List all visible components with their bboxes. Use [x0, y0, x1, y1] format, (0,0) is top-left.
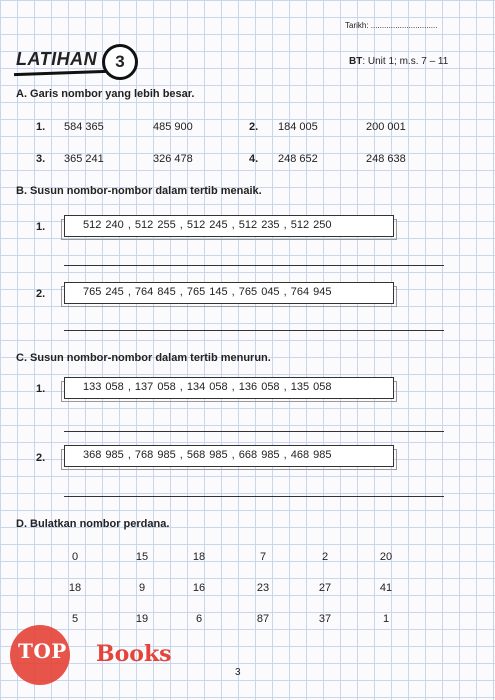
- answer-line[interactable]: [64, 265, 444, 266]
- exercise-number: 3: [102, 44, 138, 80]
- prime-candidate[interactable]: 20: [379, 551, 393, 563]
- date-label: Tarikh: ..............................: [345, 21, 438, 30]
- prime-candidate[interactable]: 6: [195, 613, 203, 625]
- prime-candidate[interactable]: 27: [318, 582, 332, 594]
- prime-candidate[interactable]: 15: [135, 551, 149, 563]
- a-item-number: 3.: [36, 153, 46, 165]
- a-item-number: 1.: [36, 121, 46, 133]
- number-box: 512 240 , 512 255 , 512 245 , 512 235 , 512 250: [64, 215, 394, 237]
- a-item-number: 2.: [249, 121, 259, 133]
- topbooks-logo: [10, 625, 196, 685]
- a-number: 248 638: [366, 153, 406, 165]
- exercise-title: [6, 44, 136, 80]
- section-a-heading: A. Garis nombor yang lebih besar.: [16, 88, 195, 100]
- logo-top-text: TOP: [18, 639, 67, 663]
- prime-candidate[interactable]: 18: [68, 582, 82, 594]
- prime-candidate[interactable]: 2: [321, 551, 329, 563]
- prime-candidate[interactable]: 9: [138, 582, 146, 594]
- logo-books-text: Books: [96, 641, 172, 667]
- section-b-heading: B. Susun nombor-nombor dalam tertib menaik.: [16, 185, 262, 197]
- number-box: 133 058 , 137 058 , 134 058 , 136 058 , 135 058: [64, 377, 394, 399]
- a-number: 184 005: [278, 121, 318, 133]
- answer-line[interactable]: [64, 496, 444, 497]
- reference-prefix: BT: [349, 56, 363, 67]
- b-item-number: 1.: [36, 221, 46, 233]
- a-number: 584 365: [64, 121, 104, 133]
- section-d-heading: D. Bulatkan nombor perdana.: [16, 518, 170, 530]
- number-box: 368 985 , 768 985 , 568 985 , 668 985 , 468 985: [64, 445, 394, 467]
- prime-candidate[interactable]: 23: [256, 582, 270, 594]
- prime-candidate[interactable]: 16: [192, 582, 206, 594]
- title-text: LATIHAN: [16, 49, 98, 69]
- answer-line[interactable]: [64, 431, 444, 432]
- prime-candidate[interactable]: 18: [192, 551, 206, 563]
- prime-candidate[interactable]: 87: [256, 613, 270, 625]
- a-number: 326 478: [153, 153, 193, 165]
- a-number: 365 241: [64, 153, 104, 165]
- c-item-number: 1.: [36, 383, 46, 395]
- prime-candidate[interactable]: 41: [379, 582, 393, 594]
- reference: [349, 56, 448, 67]
- page-number: 3: [235, 667, 241, 678]
- prime-candidate[interactable]: 0: [71, 551, 79, 563]
- a-number: 200 001: [366, 121, 406, 133]
- number-box: 765 245 , 764 845 , 765 145 , 765 045 , 764 945: [64, 282, 394, 304]
- reference-rest: : Unit 1; m.s. 7 – 11: [362, 56, 449, 67]
- prime-candidate[interactable]: 7: [259, 551, 267, 563]
- prime-candidate[interactable]: 5: [71, 613, 79, 625]
- answer-line[interactable]: [64, 330, 444, 331]
- a-number: 248 652: [278, 153, 318, 165]
- a-item-number: 4.: [249, 153, 259, 165]
- b-item-number: 2.: [36, 288, 46, 300]
- prime-candidate[interactable]: 37: [318, 613, 332, 625]
- prime-candidate[interactable]: 19: [135, 613, 149, 625]
- section-c-heading: C. Susun nombor-nombor dalam tertib menurun.: [16, 352, 271, 364]
- prime-candidate[interactable]: 1: [382, 613, 390, 625]
- a-number: 485 900: [153, 121, 193, 133]
- c-item-number: 2.: [36, 452, 46, 464]
